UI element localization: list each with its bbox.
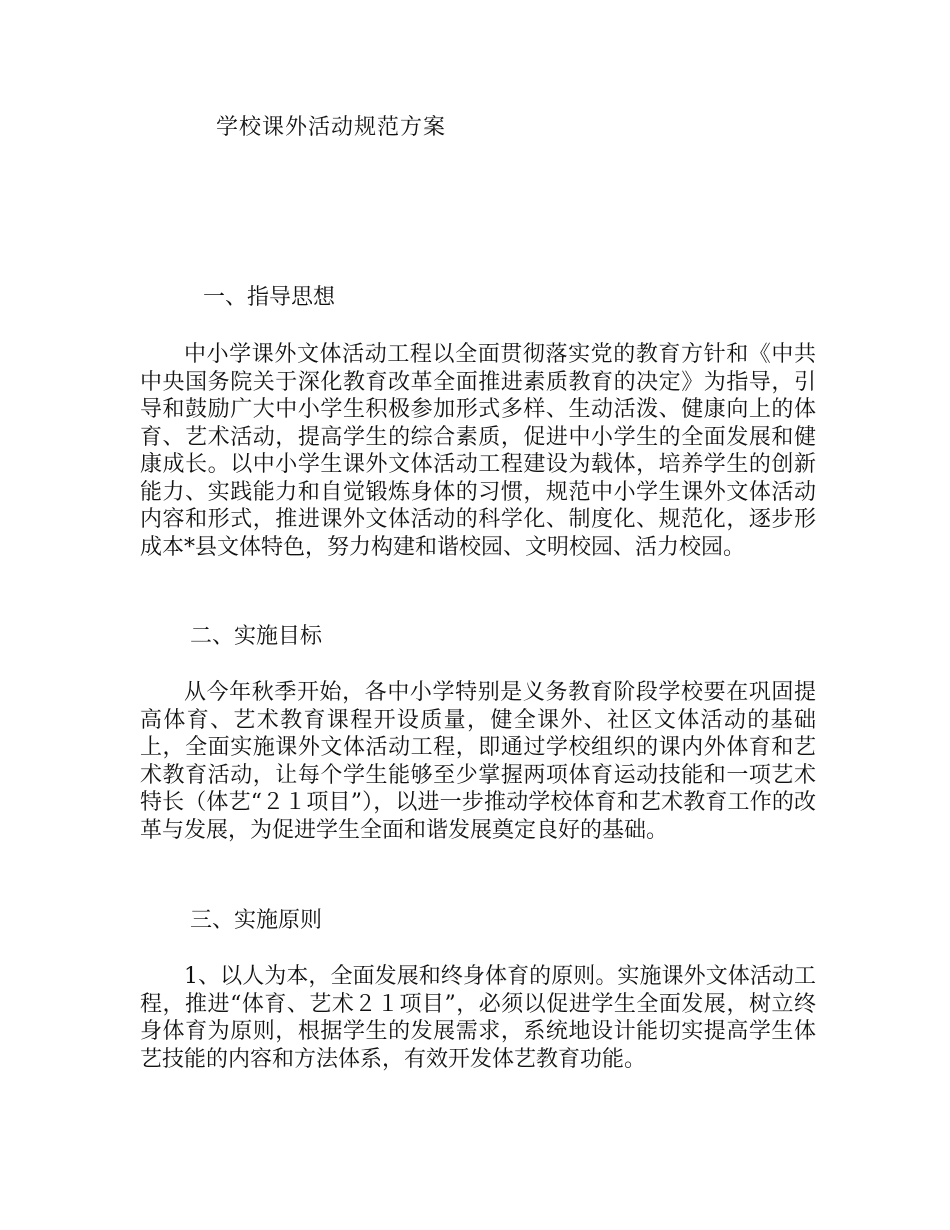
section-heading-implementation-principles: 三、实施原则 <box>190 908 323 933</box>
section-heading-guiding-ideology: 一、指导思想 <box>203 285 336 310</box>
section-paragraph-guiding-ideology: 中小学课外文体活动工程以全面贯彻落实党的教育方针和《中共中央国务院关于深化教育改革全面推进素质教育的决定》为指导，引导和鼓励广大中小学生积极参加形式多样、生动活泼、健康向上的体育、艺术活动，提高学生的综合素质，促进中小学生的全面发展和健康成长。以中小学生课外文体活动工程建设为载体，培养学生的创新能力、实践能力和自觉锻炼身体的习惯，规范中小学生课外文体活动内容和形式，推进课外文体活动的科学化、制度化、规范化，逐步形成本*县文体特色，努力构建和谐校园、文明校园、活力校园。 <box>140 342 816 560</box>
document-title: 学校课外活动规范方案 <box>216 115 447 140</box>
section-heading-implementation-goals: 二、实施目标 <box>190 624 323 649</box>
section-paragraph-implementation-goals: 从今年秋季开始，各中小学特别是义务教育阶段学校要在巩固提高体育、艺术教育课程开设质量，健全课外、社区文体活动的基础上，全面实施课外文体活动工程，即通过学校组织的课内外体育和艺术教育活动，让每个学生能够至少掌握两项体育运动技能和一项艺术特长（体艺“２１项目”），以进一步推动学校体育和艺术教育工作的改革与发展，为促进学生全面和谐发展奠定良好的基础。 <box>140 680 816 843</box>
section-paragraph-implementation-principles: 1、以人为本，全面发展和终身体育的原则。实施课外文体活动工程，推进“体育、艺术２１项目”，必须以促进学生全面发展，树立终身体育为原则，根据学生的发展需求，系统地设计能切实提高学生体艺技能的内容和方法体系，有效开发体艺教育功能。 <box>140 964 816 1072</box>
